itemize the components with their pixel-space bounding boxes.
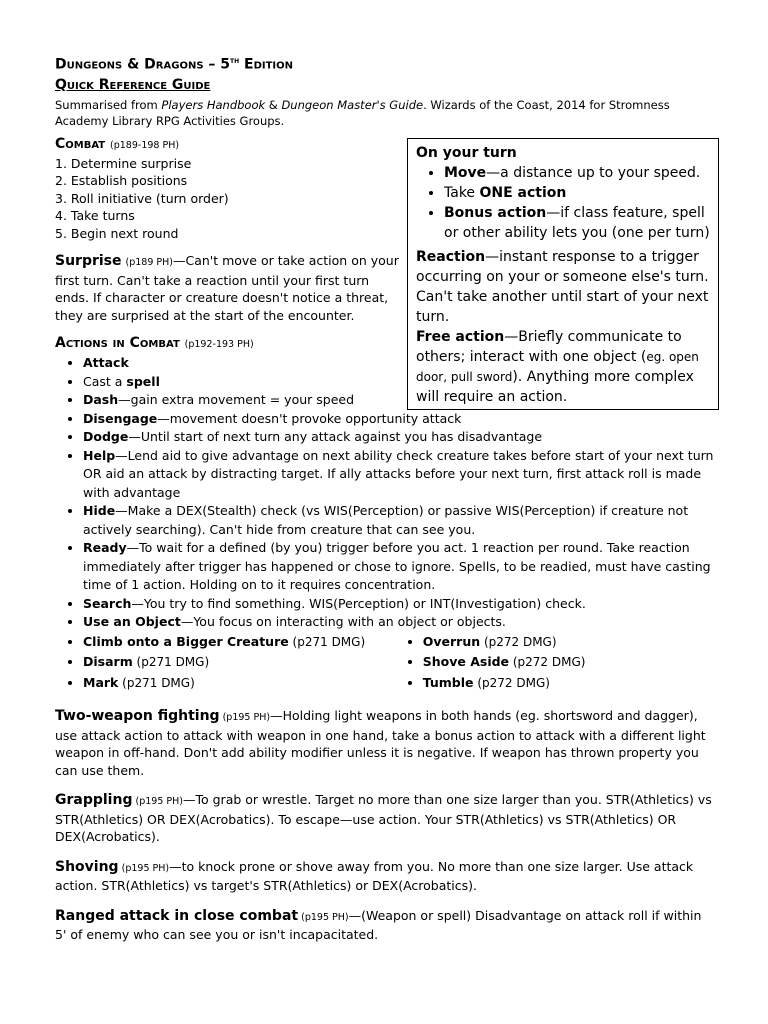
action-disengage: • Disengage—movement doesn't provoke opportunity attack bbox=[83, 410, 715, 429]
action-cast: • Cast a spell bbox=[83, 373, 715, 392]
optional-action: • Overrun (p272 DMG) bbox=[423, 632, 715, 653]
combat-steps bbox=[55, 155, 400, 243]
action-search: • Search—You try to find something. WIS(Perception) or INT(Investigation) check. bbox=[83, 595, 715, 614]
action-ready: • Ready—To wait for a defined (by you) trigger before you act. 1 reaction per round. Take reaction immediately after trigger has happened or chose to ignore. Spells, to be readied, must have casting time of 1 action. Holding on to it requires concentration. bbox=[83, 539, 715, 595]
shoving-paragraph: Shoving (p195 PH)—to knock prone or shove away from you. No more than one size larger. Use attack action. STR(Athletics) vs target's STR(Athletics) or DEX(Acrobatics). bbox=[55, 858, 694, 894]
document-title: Dungeons & Dragons – 5th Edition bbox=[55, 56, 294, 73]
turn-reaction: Reaction—instant response to a trigger occurring on your or someone else's turn. Can't take another until start of your next turn. bbox=[416, 249, 709, 325]
combat-section bbox=[55, 135, 400, 325]
optional-action: • Climb onto a Bigger Creature (p271 DMG) bbox=[83, 632, 395, 653]
optional-actions-right bbox=[395, 632, 715, 694]
action-dodge: • Dodge—Until start of next turn any attack against you has disadvantage bbox=[83, 428, 715, 447]
turn-box-heading: On your turn bbox=[416, 145, 517, 161]
two-weapon-paragraph: Two-weapon fighting (p195 PH)—Holding light weapons in both hands (eg. shortsword and dagger), use attack action to attack with weapon in one hand, take a bonus action to attack with a different light weapon in off-hand. Don't add ability modifier unless it is negative. If weapon has thrown property you can use them. bbox=[55, 708, 706, 778]
action-attack: • Attack bbox=[83, 354, 715, 373]
optional-actions bbox=[55, 632, 715, 694]
optional-action: • Tumble (p272 DMG) bbox=[423, 673, 715, 694]
combat-step: 1. Determine surprise bbox=[55, 155, 192, 171]
actions-heading: Actions in Combat (p192-193 PH) bbox=[55, 335, 254, 352]
action-hide: • Hide—Make a DEX(Stealth) check (vs WIS(Perception) or passive WIS(Perception) if creature not actively searching). Can't hide from creature that can see you. bbox=[83, 502, 715, 539]
action-help: • Help—Lend aid to give advantage on next ability check creature takes before start of your next turn OR aid an attack by distracting target. If ally attacks before your next turn, first attack roll is made with advantage bbox=[83, 447, 715, 503]
action-use-object: • Use an Object—You focus on interacting with an object or objects. bbox=[83, 613, 715, 632]
surprise-paragraph: Surprise (p189 PH)—Can't move or take action on your first turn. Can't take a reaction until your first turn ends. If character or creature doesn't notice a threat, they are surprised at the start of the encounter. bbox=[55, 253, 399, 323]
optional-action: • Disarm (p271 DMG) bbox=[83, 652, 395, 673]
turn-action: • Take ONE action bbox=[444, 183, 710, 203]
ranged-paragraph: Ranged attack in close combat (p195 PH)—(Weapon or spell) Disadvantage on attack roll if within 5' of enemy who can see you or isn't incapacitated. bbox=[55, 907, 702, 943]
source-summary: Summarised from Players Handbook & Dungeon Master's Guide. Wizards of the Coast, 2014 for Stromness Academy Library RPG Activities Groups. bbox=[55, 97, 670, 128]
turn-move: • Move—a distance up to your speed. bbox=[444, 163, 710, 183]
optional-action: • Shove Aside (p272 DMG) bbox=[423, 652, 715, 673]
optional-action: • Mark (p271 DMG) bbox=[83, 673, 395, 694]
combat-step: 3. Roll initiative (turn order) bbox=[55, 190, 229, 206]
document-subtitle: Quick Reference Guide bbox=[55, 76, 211, 93]
on-your-turn-box bbox=[407, 138, 719, 410]
optional-actions-left bbox=[55, 632, 395, 694]
action-dash: • Dash—gain extra movement = your speed bbox=[83, 391, 715, 410]
combat-step: 4. Take turns bbox=[55, 208, 135, 224]
turn-bonus-action: • Bonus action—if class feature, spell or other ability lets you (one per turn) bbox=[444, 203, 710, 243]
grappling-paragraph: Grappling (p195 PH)—To grab or wrestle. Target no more than one size larger than you. STR(Athletics) vs STR(Athletics) OR DEX(Acrobatics). To escape—use action. Your STR(Athletics) vs STR(Athletics) OR DEX(Acrobatics). bbox=[55, 792, 712, 845]
turn-box-list bbox=[416, 163, 710, 243]
turn-free-action: Free action—Briefly communicate to others; interact with one object (eg. open door, pull sword). Anything more complex will require an action. bbox=[416, 329, 699, 405]
combat-step: 2. Establish positions bbox=[55, 173, 188, 189]
combat-step: 5. Begin next round bbox=[55, 225, 179, 241]
combat-heading: Combat (p189-198 PH) bbox=[55, 135, 180, 152]
